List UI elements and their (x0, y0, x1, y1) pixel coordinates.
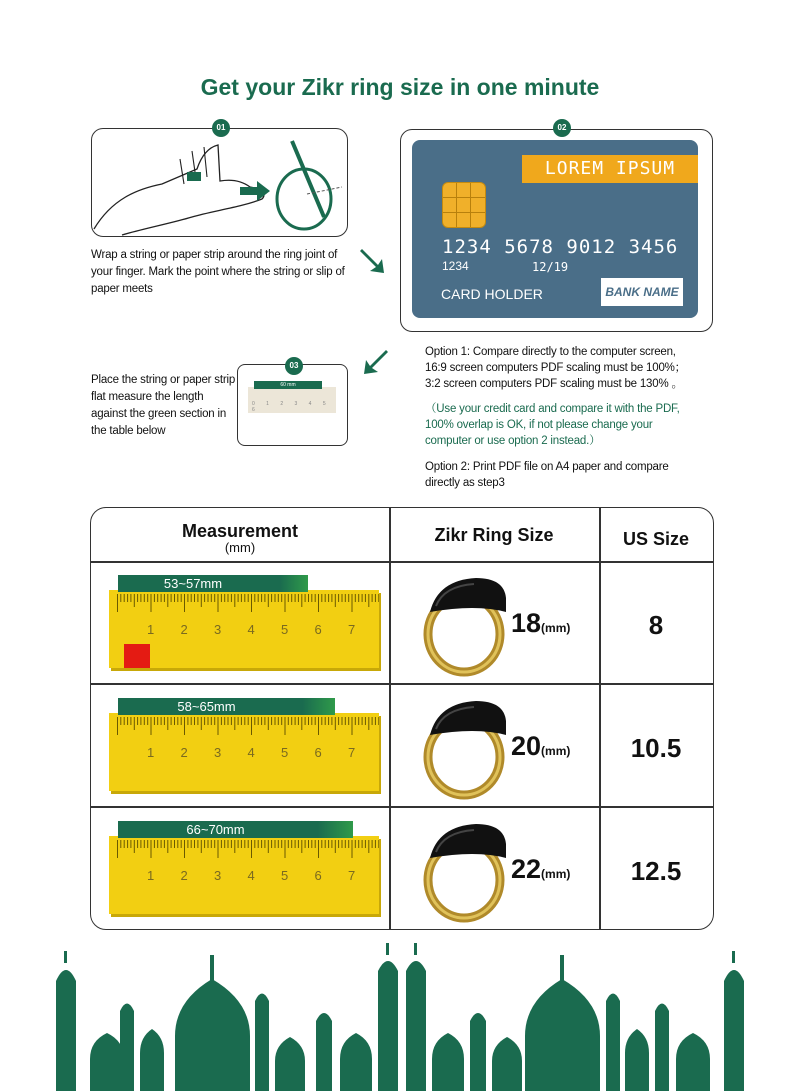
header-measurement-unit: (mm) (224, 540, 256, 555)
ruler-tick-label: 6 (314, 745, 322, 760)
range-strip (118, 698, 335, 715)
ruler-tick-label: 7 (348, 745, 356, 760)
note-line3: computer or use option 2 instead.） (425, 435, 601, 447)
range-label: 58~65mm (177, 699, 236, 714)
header-us-size: US Size (622, 529, 690, 549)
ruler-tick-label: 3 (214, 622, 222, 637)
ring-icon (416, 572, 516, 677)
step3-panel (237, 364, 348, 446)
step1-panel (91, 128, 348, 237)
ring-size-unit: (mm) (541, 867, 571, 881)
arrow-down-right-icon (360, 245, 390, 275)
step3-text: Place the string or paper strip flat measure the length against the green section in the table below (91, 374, 236, 437)
card-expiry: 12/19 (532, 260, 569, 274)
ring-icon (416, 695, 516, 800)
step3-ruler: 60 mm 0 1 2 3 4 5 6 (248, 387, 336, 413)
ring-size-number: 18 (511, 608, 542, 638)
ruler-tick-label: 6 (314, 622, 322, 637)
ruler-tick-label: 3 (214, 868, 222, 883)
us-size-value: 10.5 (630, 733, 682, 763)
ring-size-number: 20 (511, 731, 542, 761)
ring-size-value (511, 731, 570, 762)
table-row (91, 562, 713, 683)
option1-line1: Option 1: Compare directly to the computer screen, (425, 346, 676, 358)
ruler-tick-label: 5 (281, 868, 289, 883)
card-bank-name-text: BANK NAME (605, 285, 679, 299)
ruler-tick-label: 3 (214, 745, 222, 760)
card-number: 1234 5678 9012 3456 (442, 236, 679, 258)
ruler (109, 590, 379, 668)
card-chip-icon (442, 182, 486, 228)
step3-green-strip (254, 381, 322, 389)
table-row (91, 685, 713, 806)
note-line1: （Use your credit card and compare it with the PDF, (425, 403, 680, 415)
ruler-tick-label: 1 (147, 868, 155, 883)
ruler-tick-label: 4 (247, 745, 255, 760)
ruler-tick-label: 2 (180, 622, 188, 637)
option1-line2: 16:9 screen computers PDF scaling must be 100%； (425, 362, 686, 374)
ring-size-value (511, 854, 570, 885)
ruler-tick-label: 5 (281, 622, 289, 637)
step2-badge: 02 (553, 119, 571, 137)
ruler-tick-label: 7 (348, 622, 356, 637)
card-bank-banner (522, 155, 698, 183)
ruler-tick-label: 4 (247, 868, 255, 883)
ring-icon (416, 818, 516, 923)
us-size-value: 8 (648, 610, 664, 640)
header-measurement: Measurement (181, 521, 299, 541)
range-label: 66~70mm (186, 822, 245, 837)
mosque-skyline-decoration (0, 941, 800, 1091)
ruler-tick-label: 1 (147, 622, 155, 637)
range-label: 53~57mm (163, 576, 223, 591)
range-strip (118, 575, 308, 592)
range-strip (118, 821, 353, 838)
table-row (91, 808, 713, 929)
ruler-tick-label: 5 (281, 745, 289, 760)
step3-badge: 03 (285, 357, 303, 375)
option2-line1: Option 2: Print PDF file on A4 paper and compare (425, 461, 669, 473)
ring-size-number: 22 (511, 854, 542, 884)
card-bank-name (601, 278, 683, 306)
note-line2: 100% overlap is OK, if not please change your (425, 419, 653, 431)
step3-strip-label: 60 mm (280, 382, 296, 388)
us-size-value: 12.5 (630, 856, 682, 886)
ruler (109, 713, 379, 791)
card-holder: CARD HOLDER (441, 286, 543, 302)
option2-line2: directly as step3 (425, 477, 505, 489)
size-table (90, 507, 714, 930)
card-banner-text: LOREM IPSUM (544, 158, 676, 179)
ruler-tick-label: 2 (180, 745, 188, 760)
ruler-tick-label: 7 (348, 868, 356, 883)
ruler-tick-label: 6 (314, 868, 322, 883)
arrow-down-left-icon (358, 346, 388, 376)
option1-line3: 3:2 screen computers PDF scaling must be 130% 。 (425, 378, 683, 390)
credit-card (412, 140, 698, 318)
ruler (109, 836, 379, 914)
step1-badge: 01 (212, 119, 230, 137)
ring-size-unit: (mm) (541, 621, 571, 635)
hand-wrap-illustration (92, 129, 347, 236)
header-zikr-size: Zikr Ring Size (434, 525, 554, 545)
ruler-tick-label: 2 (180, 868, 188, 883)
ruler-tick-label: 1 (147, 745, 155, 760)
red-marker (124, 644, 150, 668)
card-small-number: 1234 (442, 259, 469, 273)
step1-text: Wrap a string or paper strip around the ring joint of your finger. Mark the point where the string or slip of paper meets (91, 249, 345, 295)
page-title: Get your Zikr ring size in one minute (200, 74, 600, 100)
ruler-tick-label: 4 (247, 622, 255, 637)
ring-size-unit: (mm) (541, 744, 571, 758)
ring-size-value (511, 608, 570, 639)
